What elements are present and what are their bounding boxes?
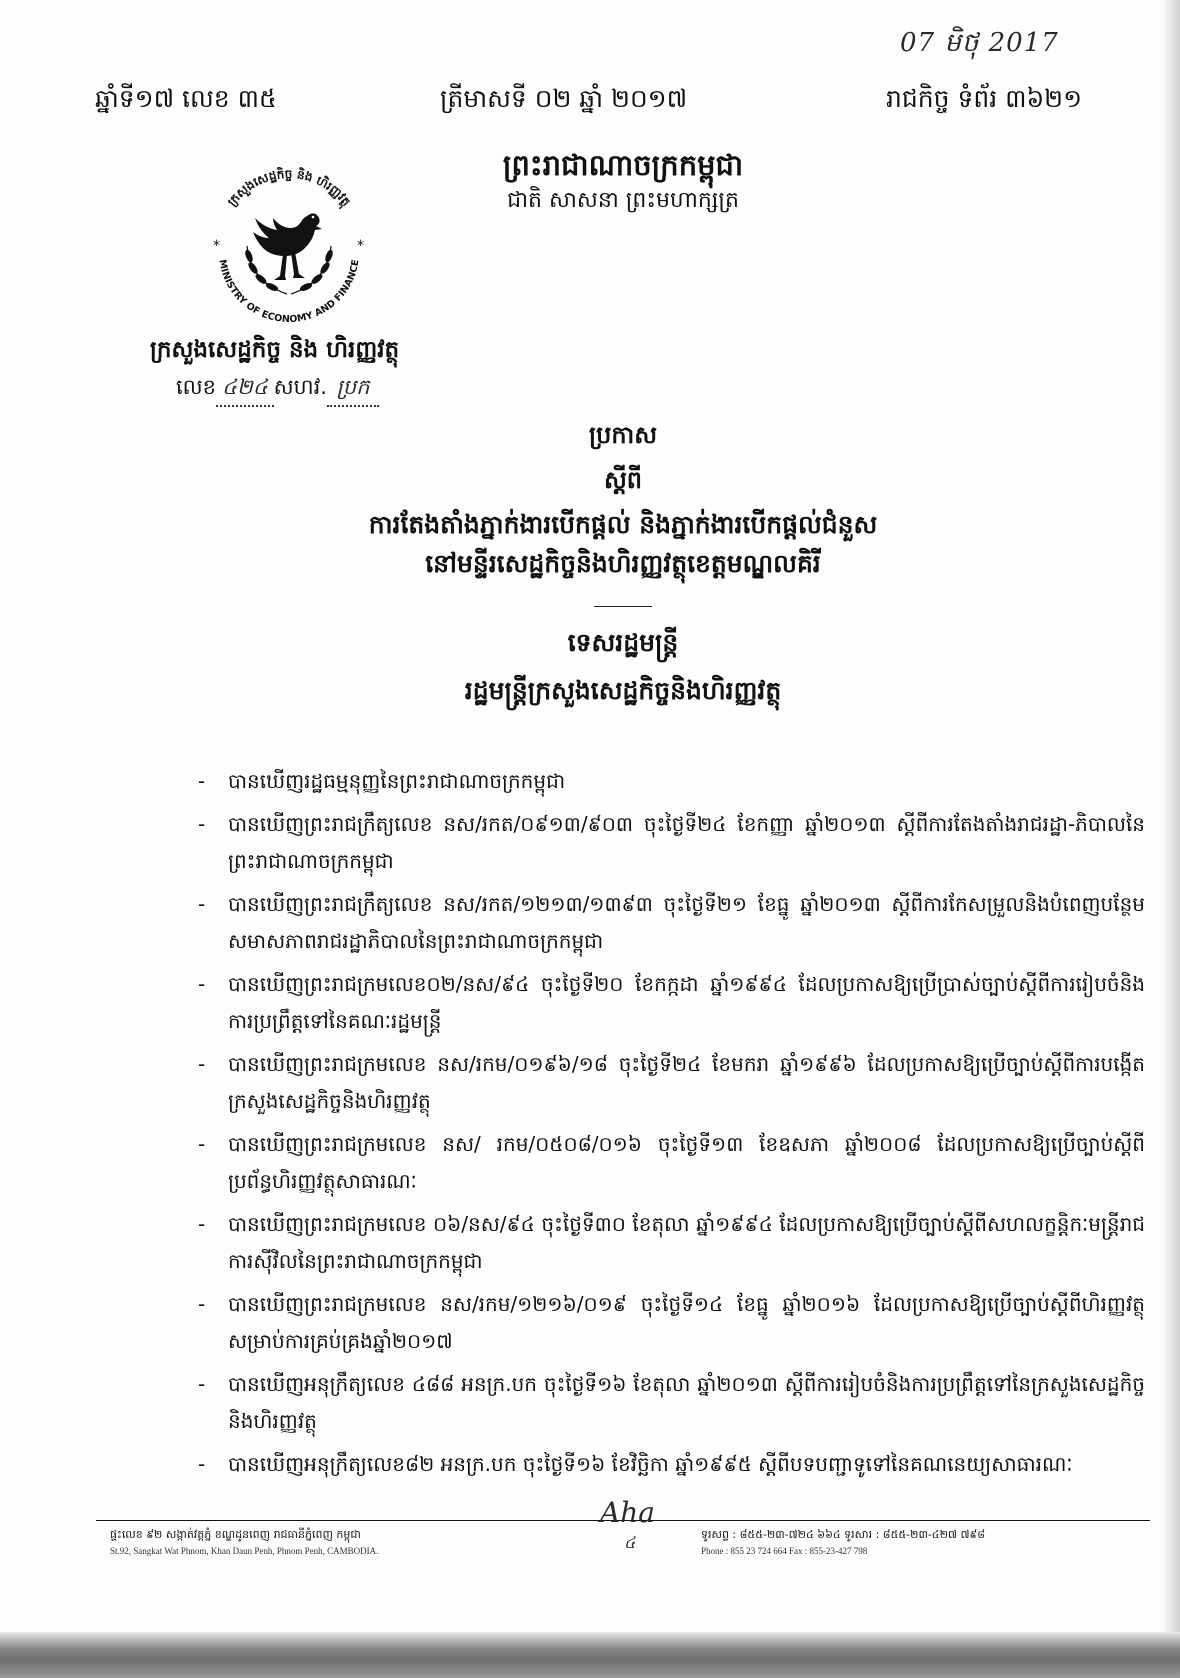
ministry-seal-logo xyxy=(199,154,379,334)
bullet-dash: - xyxy=(198,1292,206,1316)
list-item-text: បានឃើញព្រះរាជក្រមលេខ នស/រកម/០១៩៦/១៨ ចុះថ្ងៃទី២៤ ខែមករា ឆ្នាំ១៩៩៦ ដែលប្រកាសឱ្យប្រើច្បាប់ស្តីពីការបង្កើតក្រសួងសេដ្ឋកិច្ចនិងហិរញ្ញវត្ថុ xyxy=(228,1052,1145,1113)
reference-number xyxy=(176,374,379,407)
list-item-text: បានឃើញព្រះរាជក្រមលេខ ០៦/នស/៩៤ ចុះថ្ងៃទី៣០ ខែតុលា ឆ្នាំ១៩៩៤ ដែលប្រកាសឱ្យប្រើច្បាប់ស្តីពីសហលក្ខន្តិកៈមន្ត្រីរាជការស៊ីវិលនៃព្រះរាជាណាចក្រកម្ពុជា xyxy=(228,1212,1145,1273)
bullet-dash: - xyxy=(198,1052,206,1076)
seal-khmer-text: ក្រសួងសេដ្ឋកិច្ច និង ហិរញ្ញវត្ថុ xyxy=(224,166,354,209)
kingdom-title: ព្រះរាជាណាចក្រកម្ពុជា xyxy=(502,148,744,182)
footer-contact-khmer: ទូរសព្ទ : ៨៥៥-២៣-៧២៤ ៦៦៤ ទូរសារ : ៨៥៥-២៣-៤២៧ ៧៩៨ xyxy=(701,1528,986,1541)
list-item-text: បានឃើញព្រះរាជក្រឹត្យលេខ នស/រកត/១២១៣/១៣៩៣ ចុះថ្ងៃទី២១ ខែធ្នូ ឆ្នាំ២០១៣ ស្តីពីការកែសម្រួលនិងបំពេញបន្ថែមសមាសភាពរាជរដ្ឋាភិបាលនៃព្រះរាជាណាចក្រកម្ពុជា xyxy=(228,892,1145,953)
considerations-list xyxy=(190,763,1145,1508)
seal-english-text: MINISTRY OF ECONOMY AND FINANCE xyxy=(216,258,362,326)
title-separator xyxy=(594,606,652,607)
list-item-text: បានឃើញព្រះរាជក្រមលេខ០២/នស/៩៤ ចុះថ្ងៃទី២០ ខែកក្កដា ឆ្នាំ១៩៩៤ ដែលប្រកាសឱ្យប្រើប្រាស់ច្បាប់ស្តីពីការរៀបចំនិងការប្រព្រឹត្តទៅនៃគណៈរដ្ឋមន្ត្រី xyxy=(228,972,1145,1033)
list-item xyxy=(190,1126,1145,1200)
bullet-dash: - xyxy=(198,769,206,793)
bullet-dash: - xyxy=(198,1452,206,1476)
bullet-dash: - xyxy=(198,1212,206,1236)
subject-line-2: នៅមន្ទីរសេដ្ឋកិច្ចនិងហិរញ្ញវត្ថុខេត្តមណ្ឌលគិរី xyxy=(425,549,821,578)
reference-suffix-handwritten: ប្រក xyxy=(327,374,379,407)
title-on: ស្តីពី xyxy=(603,466,643,494)
gazette-quarter: ត្រីមាសទី ០២ ឆ្នាំ ២០១៧ xyxy=(440,84,688,113)
minister-office: រដ្ឋមន្ត្រីក្រសួងសេដ្ឋកិច្ចនិងហិរញ្ញវត្ថុ xyxy=(464,676,782,705)
bullet-dash: - xyxy=(198,812,206,836)
list-item xyxy=(190,1366,1145,1440)
list-item xyxy=(190,1046,1145,1120)
footer-address-khmer: ផ្ទះលេខ ៩២ សង្កាត់វត្តភ្នំ ខណ្ឌដូនពេញ រាជធានីភ្នំពេញ កម្ពុជា xyxy=(110,1528,361,1541)
scan-edge-shadow-bottom xyxy=(0,1632,1180,1678)
handwritten-date: 07 មិថុ 2017 xyxy=(900,28,1059,58)
signature-mark: ៤ xyxy=(624,1533,636,1552)
bullet-dash: - xyxy=(198,892,206,916)
list-item xyxy=(190,1286,1145,1360)
list-item-text: បានឃើញរដ្ឋធម្មនុញ្ញនៃព្រះរាជាណាចក្រកម្ពុជា xyxy=(228,769,566,793)
scan-edge-shadow-right xyxy=(1162,0,1180,1632)
footer-address-english: St.92, Sangkat Wat Phnom, Khan Daun Penh, Phnom Penh, CAMBODIA. xyxy=(110,1546,379,1556)
list-item-text: បានឃើញអនុក្រឹត្យលេខ៨២ អនក្រ.បក ចុះថ្ងៃទី១៦ ខែវិច្ឆិកា ឆ្នាំ១៩៩៥ ស្តីពីបទបញ្ជាទូទៅនៃគណនេយ្យសាធារណៈ xyxy=(228,1452,1073,1476)
footer-contact-english: Phone : 855 23 724 664 Fax : 855-23-427 798 xyxy=(701,1546,868,1556)
document-type: ប្រកាស xyxy=(588,421,658,449)
list-item-text: បានឃើញព្រះរាជក្រមលេខ នស/រកម/១២១៦/០១៩ ចុះថ្ងៃទី១៤ ខែធ្នូ ឆ្នាំ២០១៦ ដែលប្រកាសឱ្យប្រើច្បាប់ស្តីពីហិរញ្ញវត្ថុសម្រាប់ការគ្រប់គ្រងឆ្នាំ២០១៧ xyxy=(228,1292,1145,1353)
reference-number-handwritten: ៤២៤ xyxy=(216,374,274,407)
bullet-dash: - xyxy=(198,972,206,996)
list-item xyxy=(190,763,1145,800)
list-item xyxy=(190,806,1145,880)
kingdom-motto: ជាតិ សាសនា ព្រះមហាក្សត្រ xyxy=(507,188,739,213)
rooster-emblem-icon xyxy=(253,213,322,280)
signature-initials: Aha xyxy=(600,1496,655,1529)
list-item-text: បានឃើញព្រះរាជក្រមលេខ នស/ រកម/០៥០៨/០១៦ ចុះថ្ងៃទី១៣ ខែឧសភា ឆ្នាំ២០០៨ ដែលប្រកាសឱ្យប្រើច្បាប់ស្តីពីប្រព័ន្ធហិរញ្ញវត្ថុសាធារណៈ xyxy=(228,1132,1145,1193)
ministry-name: ក្រសួងសេដ្ឋកិច្ច និង ហិរញ្ញវត្ថុ xyxy=(150,337,400,363)
list-item-text: បានឃើញព្រះរាជក្រឹត្យលេខ នស/រកត/០៩១៣/៩០៣ ចុះថ្ងៃទី២៤ ខែកញ្ញា ឆ្នាំ២០១៣ ស្តីពីការតែងតាំងរាជរដ្ឋា-ភិបាលនៃព្រះរាជាណាចក្រកម្ពុជា xyxy=(228,812,1145,873)
list-item xyxy=(190,1446,1145,1483)
subject-line-1: ការតែងតាំងភ្នាក់ងារបើកផ្តល់ និងភ្នាក់ងារបើកផ្តល់ជំនួស xyxy=(368,510,878,539)
bullet-dash: - xyxy=(198,1132,206,1156)
list-item-text: បានឃើញអនុក្រឹត្យលេខ ៤៨៨ អនក្រ.បក ចុះថ្ងៃទី១៦ ខែតុលា ឆ្នាំ២០១៣ ស្តីពីការរៀបចំនិងការប្រព្រឹត្តទៅនៃក្រសួងសេដ្ឋកិច្ចនិងហិរញ្ញវត្ថុ xyxy=(228,1372,1145,1433)
list-item xyxy=(190,886,1145,960)
bullet-dash: - xyxy=(198,1372,206,1396)
reference-code: សហវ. xyxy=(273,375,327,399)
seal-star-left-icon: * xyxy=(213,238,220,254)
minister-title: ទេសរដ្ឋមន្ត្រី xyxy=(567,628,679,657)
gazette-page: រាជកិច្ច ទំព័រ ៣៦២១ xyxy=(886,84,1082,113)
reference-prefix: លេខ xyxy=(176,375,216,399)
seal-star-right-icon: * xyxy=(357,238,364,254)
gazette-year-issue: ឆ្នាំទី១៧ លេខ ៣៥ xyxy=(95,84,277,113)
list-item xyxy=(190,1206,1145,1280)
list-item xyxy=(190,966,1145,1040)
